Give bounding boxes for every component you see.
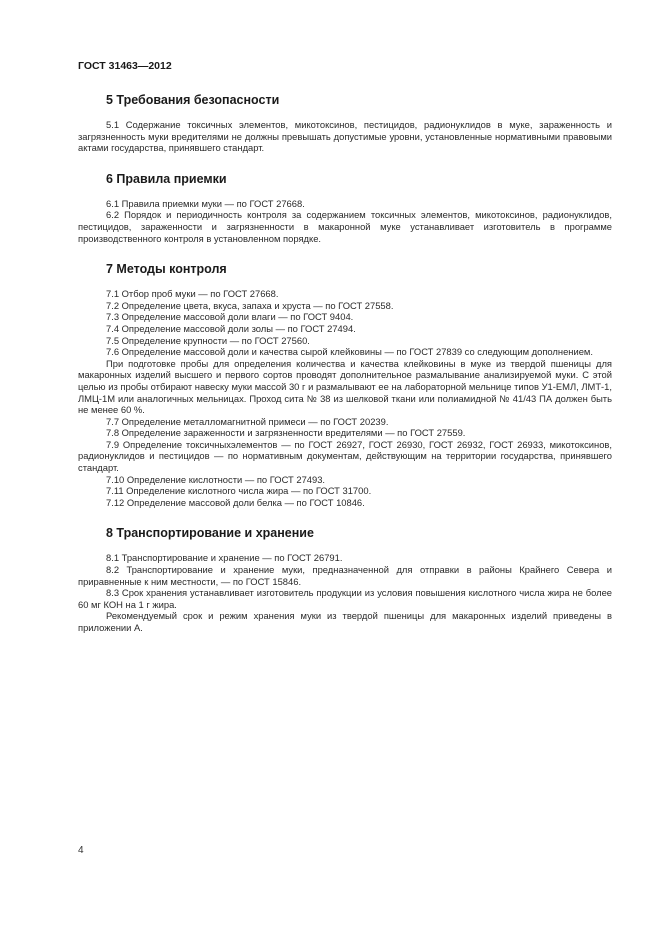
paragraph-6-2: 6.2 Порядок и периодичность контроля за содержанием токсичных элементов, микотоксинов, радионуклидов, пестицидов, зараженности и загрязненности в макаронной муке устанавливает изготовитель в программе производственного контроля в установленном порядке.	[78, 209, 612, 244]
paragraph-6-1: 6.1 Правила приемки муки — по ГОСТ 27668.	[106, 197, 305, 209]
section-title: 5 Требования безопасности	[106, 93, 280, 107]
paragraph-7-7: 7.7 Определение металломагнитной примеси — по ГОСТ 20239.	[106, 415, 389, 427]
section-5-safety	[78, 93, 612, 154]
document-header: ГОСТ 31463—2012	[78, 60, 172, 72]
section-7-methods	[78, 262, 612, 508]
paragraph-7-10: 7.10 Определение кислотности — по ГОСТ 27493.	[106, 473, 326, 485]
paragraph-7-12: 7.12 Определение массовой доли белка — по ГОСТ 10846.	[106, 496, 365, 508]
paragraph-7-11: 7.11 Определение кислотного числа жира — по ГОСТ 31700.	[106, 485, 372, 497]
section-6-acceptance	[78, 172, 612, 244]
section-title: 7 Методы контроля	[106, 262, 227, 277]
paragraph-7-1: 7.1 Отбор проб муки — по ГОСТ 27668.	[106, 288, 279, 300]
paragraph-8-1: 8.1 Транспортирование и хранение — по ГОСТ 26791.	[106, 552, 343, 564]
document-body	[78, 93, 612, 652]
paragraph-8-3: 8.3 Срок хранения устанавливает изготовитель продукции из условия повышения кислотного числа жира не более 60 мг КОН на 1 г жира.	[78, 587, 612, 610]
paragraph-5-1: 5.1 Содержание токсичных элементов, микотоксинов, пестицидов, радионуклидов в муке, зараженность и загрязненность муки вредителями не должны превышать допустимые уровни, установленные нормативными правовыми актами государства, принявшего стандарт.	[78, 119, 612, 154]
paragraph-8-recommendation: Рекомендуемый срок и режим хранения муки из твердой пшеницы для макаронных изделий приведены в приложении А.	[78, 610, 612, 633]
page-number: 4	[78, 845, 84, 856]
paragraph-7-2: 7.2 Определение цвета, вкуса, запаха и хруста — по ГОСТ 27558.	[106, 299, 394, 311]
paragraph-7-5: 7.5 Определение крупности — по ГОСТ 27560.	[106, 334, 310, 346]
section-title: 8 Транспортирование и хранение	[106, 526, 314, 541]
paragraph-7-4: 7.4 Определение массовой доли золы — по ГОСТ 27494.	[106, 322, 356, 334]
paragraph-8-2: 8.2 Транспортирование и хранение муки, предназначенной для отправки в районы Крайнего Севера и приравненные к ним местности, — по ГОСТ 15846.	[78, 564, 612, 587]
section-title: 6 Правила приемки	[106, 171, 227, 186]
paragraph-7-6: 7.6 Определение массовой доли и качества сырой клейковины — по ГОСТ 27839 со следующим дополнением.	[106, 346, 593, 358]
paragraph-7-6-note: При подготовке пробы для определения количества и качества клейковины в муке из твердой пшеницы для макаронных изделий высшего и первого сортов проводят дополнительное размалывание анализируемой муки. С этой целью из пробы отбирают навеску муки массой 30 г и размалывают ее на лабораторной мельнице типов У1-ЕМЛ, ЛМТ-1, ЛМЦ-1М или аналогичных мельницах. Проход сита № 38 из шелковой ткани или полиамидной № 41/43 ПА должен быть не менее 60 %.	[78, 357, 612, 416]
paragraph-7-9: 7.9 Определение токсичныхэлементов — по ГОСТ 26927, ГОСТ 26930, ГОСТ 26932, ГОСТ 26933, микотоксинов, радионуклидов и пестицидов — по нормативным документам, действующим на территории государства, принявшего стандарт.	[78, 438, 612, 474]
paragraph-7-8: 7.8 Определение зараженности и загрязненности вредителями — по ГОСТ 27559.	[106, 427, 466, 439]
paragraph-7-3: 7.3 Определение массовой доли влаги — по ГОСТ 9404.	[106, 311, 354, 323]
section-8-transport-storage	[78, 526, 612, 633]
